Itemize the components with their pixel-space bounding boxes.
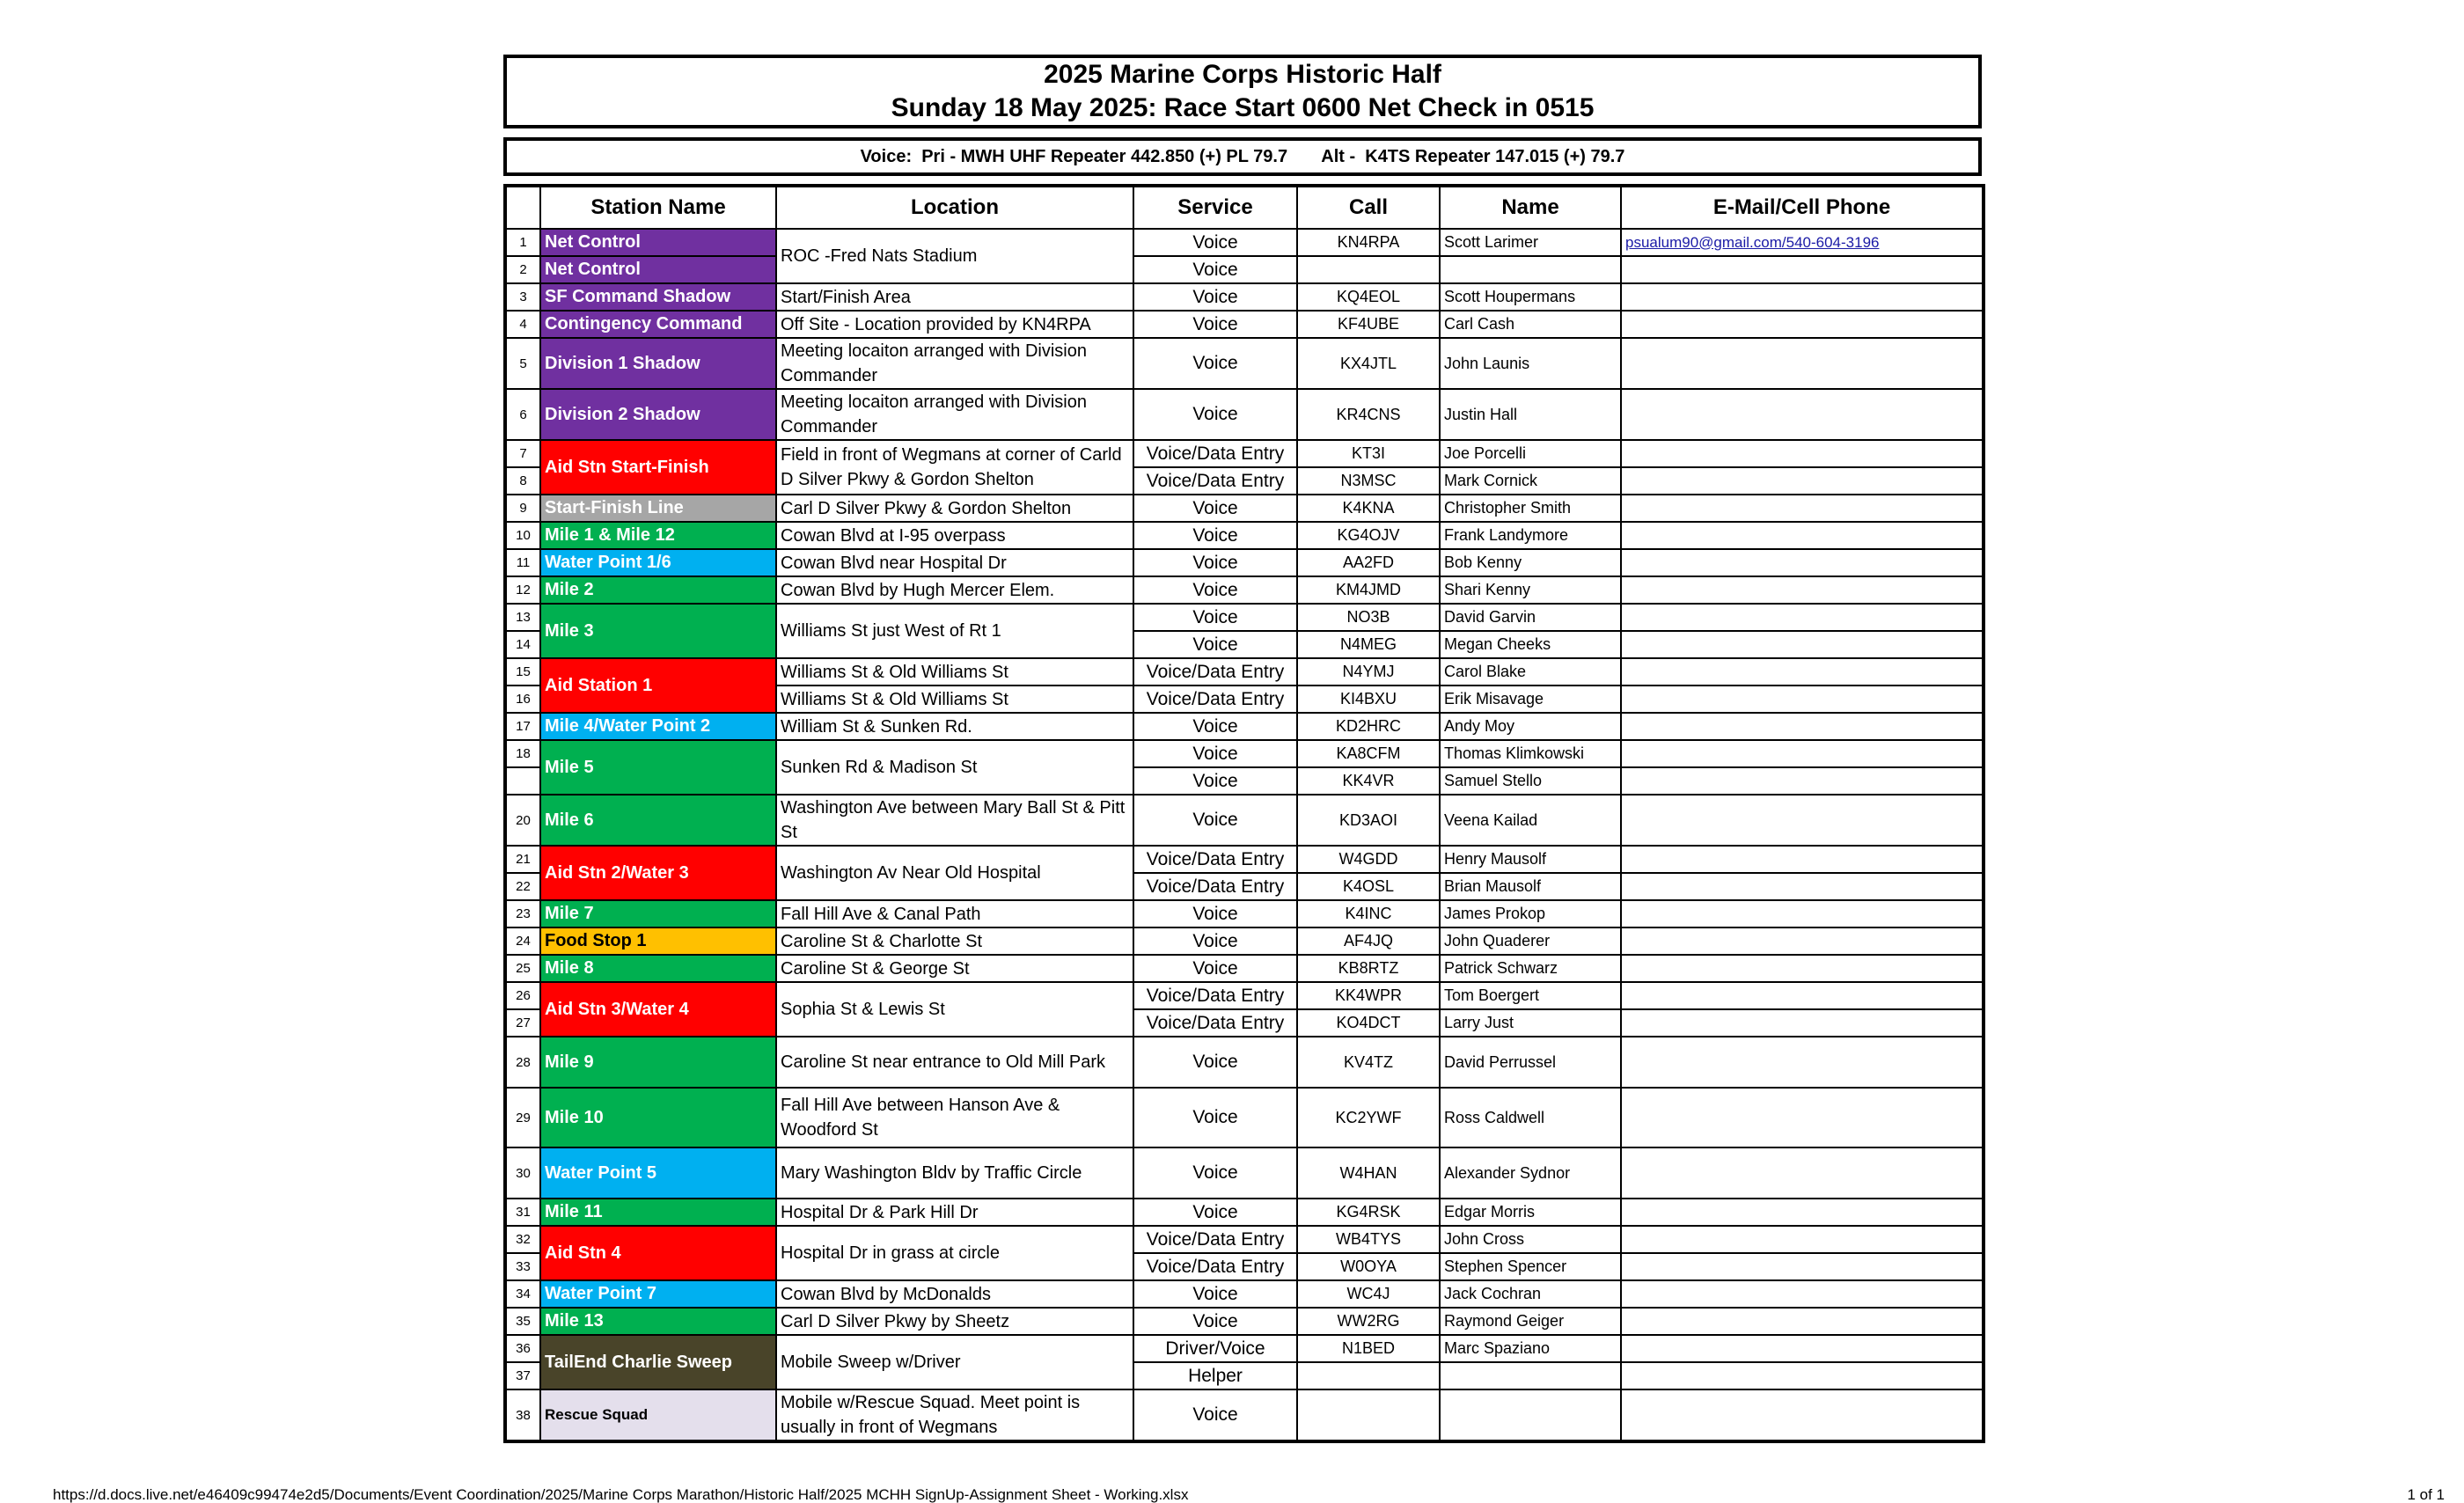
row-number: 26: [505, 982, 540, 1009]
operator-name-cell: Samuel Stello: [1440, 767, 1621, 795]
callsign-cell: KG4RSK: [1297, 1199, 1440, 1226]
station-name-cell: Aid Stn 4: [540, 1226, 776, 1280]
row-number: 3: [505, 283, 540, 311]
callsign-cell: KF4UBE: [1297, 311, 1440, 338]
table-row: [505, 256, 1984, 283]
service-cell: Voice: [1133, 740, 1297, 767]
station-name-cell: Aid Station 1: [540, 658, 776, 713]
operator-name-cell: Scott Larimer: [1440, 229, 1621, 256]
station-name-cell: Mile 10: [540, 1088, 776, 1147]
station-name-cell: Mile 6: [540, 795, 776, 846]
service-cell: Voice/Data Entry: [1133, 873, 1297, 900]
table-row: [505, 658, 1984, 686]
row-number: 34: [505, 1280, 540, 1308]
operator-name-cell: Brian Mausolf: [1440, 873, 1621, 900]
table-row: [505, 1199, 1984, 1226]
callsign-cell: K4OSL: [1297, 873, 1440, 900]
location-cell: Hospital Dr & Park Hill Dr: [776, 1199, 1133, 1226]
callsign-cell: KK4VR: [1297, 767, 1440, 795]
contact-cell: [1621, 1088, 1984, 1147]
callsign-cell: KI4BXU: [1297, 686, 1440, 713]
table-row: [505, 1308, 1984, 1335]
service-cell: Voice: [1133, 795, 1297, 846]
contact-cell: [1621, 1226, 1984, 1253]
contact-cell: [1621, 495, 1984, 522]
location-cell: Meeting locaiton arranged with Division Commander: [776, 338, 1133, 389]
row-number: 30: [505, 1147, 540, 1199]
service-cell: Driver/Voice: [1133, 1335, 1297, 1362]
station-name-cell: Mile 7: [540, 900, 776, 927]
operator-name-cell: David Garvin: [1440, 604, 1621, 631]
service-cell: Voice/Data Entry: [1133, 1226, 1297, 1253]
location-cell: Williams St & Old Williams St: [776, 658, 1133, 686]
operator-name-cell: Justin Hall: [1440, 389, 1621, 440]
contact-cell: [1621, 1389, 1984, 1441]
row-number: 1: [505, 229, 540, 256]
callsign-cell: [1297, 1389, 1440, 1441]
callsign-cell: W4HAN: [1297, 1147, 1440, 1199]
callsign-cell: KQ4EOL: [1297, 283, 1440, 311]
row-number: 14: [505, 631, 540, 658]
service-cell: Voice: [1133, 311, 1297, 338]
station-name-cell: Division 2 Shadow: [540, 389, 776, 440]
row-number: 18: [505, 740, 540, 767]
row-number: 6: [505, 389, 540, 440]
operator-name-cell: Larry Just: [1440, 1009, 1621, 1037]
table-row: [505, 495, 1984, 522]
contact-cell: [1621, 1362, 1984, 1389]
operator-name-cell: Thomas Klimkowski: [1440, 740, 1621, 767]
operator-name-cell: Megan Cheeks: [1440, 631, 1621, 658]
callsign-cell: KV4TZ: [1297, 1037, 1440, 1088]
table-row: [505, 1147, 1984, 1199]
location-cell: Mobile Sweep w/Driver: [776, 1335, 1133, 1389]
contact-cell: [1621, 658, 1984, 686]
row-number: 5: [505, 338, 540, 389]
station-name-cell: Contingency Command: [540, 311, 776, 338]
table-header-row: [505, 186, 1984, 229]
row-number: 25: [505, 955, 540, 982]
station-name-cell: Mile 4/Water Point 2: [540, 713, 776, 740]
operator-name-cell: James Prokop: [1440, 900, 1621, 927]
station-name-cell: Mile 2: [540, 576, 776, 604]
service-cell: Voice/Data Entry: [1133, 467, 1297, 495]
service-cell: Voice/Data Entry: [1133, 1253, 1297, 1280]
callsign-cell: N4YMJ: [1297, 658, 1440, 686]
service-cell: Voice: [1133, 1088, 1297, 1147]
callsign-cell: KR4CNS: [1297, 389, 1440, 440]
operator-name-cell: Ross Caldwell: [1440, 1088, 1621, 1147]
callsign-cell: KT3I: [1297, 440, 1440, 467]
email-link[interactable]: psualum90@gmail.com/540-604-3196: [1625, 233, 1880, 251]
callsign-cell: KX4JTL: [1297, 338, 1440, 389]
service-cell: Voice: [1133, 927, 1297, 955]
contact-cell: [1621, 1009, 1984, 1037]
contact-cell: [1621, 440, 1984, 467]
column-header-name: Name: [1440, 186, 1621, 229]
callsign-cell: KO4DCT: [1297, 1009, 1440, 1037]
table-row: [505, 1037, 1984, 1088]
callsign-cell: KA8CFM: [1297, 740, 1440, 767]
row-number: 23: [505, 900, 540, 927]
service-cell: Voice: [1133, 713, 1297, 740]
contact-cell: [1621, 1308, 1984, 1335]
row-number: 17: [505, 713, 540, 740]
contact-cell: [1621, 713, 1984, 740]
voice-frequencies: Voice: Pri - MWH UHF Repeater 442.850 (+) PL 79.7 Alt - K4TS Repeater 147.015 (+) 79.7: [503, 137, 1982, 176]
contact-cell: [1621, 846, 1984, 873]
document-title: 2025 Marine Corps Historic Half: [1044, 60, 1441, 89]
table-row: [505, 338, 1984, 389]
row-number: 20: [505, 795, 540, 846]
location-cell: Washington Ave between Mary Ball St & Pitt St: [776, 795, 1133, 846]
table-row: [505, 389, 1984, 440]
contact-cell: [1621, 229, 1984, 256]
row-number: 32: [505, 1226, 540, 1253]
location-cell: Caroline St & George St: [776, 955, 1133, 982]
contact-cell: [1621, 467, 1984, 495]
callsign-cell: [1297, 1362, 1440, 1389]
location-cell: ROC -Fred Nats Stadium: [776, 229, 1133, 283]
location-cell: Sophia St & Lewis St: [776, 982, 1133, 1037]
row-number: 9: [505, 495, 540, 522]
operator-name-cell: Raymond Geiger: [1440, 1308, 1621, 1335]
operator-name-cell: Veena Kailad: [1440, 795, 1621, 846]
operator-name-cell: Jack Cochran: [1440, 1280, 1621, 1308]
column-header-station: Station Name: [540, 186, 776, 229]
operator-name-cell: Scott Houpermans: [1440, 283, 1621, 311]
contact-cell: [1621, 767, 1984, 795]
contact-cell: [1621, 740, 1984, 767]
column-header-number: [505, 186, 540, 229]
callsign-cell: WC4J: [1297, 1280, 1440, 1308]
location-cell: Start/Finish Area: [776, 283, 1133, 311]
service-cell: Voice: [1133, 604, 1297, 631]
service-cell: Voice: [1133, 955, 1297, 982]
location-cell: Williams St & Old Williams St: [776, 686, 1133, 713]
table-row: [505, 1088, 1984, 1147]
callsign-cell: KC2YWF: [1297, 1088, 1440, 1147]
row-number: 15: [505, 658, 540, 686]
column-header-service: Service: [1133, 186, 1297, 229]
contact-cell: [1621, 1280, 1984, 1308]
callsign-cell: AF4JQ: [1297, 927, 1440, 955]
table-row: [505, 795, 1984, 846]
operator-name-cell: [1440, 1362, 1621, 1389]
row-number: 10: [505, 522, 540, 549]
table-row: [505, 576, 1984, 604]
row-number: 11: [505, 549, 540, 576]
contact-cell: [1621, 389, 1984, 440]
location-cell: Mobile w/Rescue Squad. Meet point is usually in front of Wegmans: [776, 1389, 1133, 1441]
table-row: [505, 1280, 1984, 1308]
service-cell: Voice: [1133, 1280, 1297, 1308]
column-header-call: Call: [1297, 186, 1440, 229]
station-name-cell: Aid Stn Start-Finish: [540, 440, 776, 495]
operator-name-cell: Andy Moy: [1440, 713, 1621, 740]
operator-name-cell: Alexander Sydnor: [1440, 1147, 1621, 1199]
contact-cell: [1621, 1335, 1984, 1362]
contact-cell: [1621, 927, 1984, 955]
row-number: 22: [505, 873, 540, 900]
service-cell: Voice: [1133, 631, 1297, 658]
station-name-cell: Net Control: [540, 229, 776, 256]
operator-name-cell: Shari Kenny: [1440, 576, 1621, 604]
table-row: [505, 955, 1984, 982]
station-name-cell: Mile 5: [540, 740, 776, 795]
table-row: [505, 1226, 1984, 1253]
table-row: [505, 900, 1984, 927]
operator-name-cell: John Quaderer: [1440, 927, 1621, 955]
contact-cell: [1621, 256, 1984, 283]
operator-name-cell: Edgar Morris: [1440, 1199, 1621, 1226]
contact-cell: [1621, 1253, 1984, 1280]
service-cell: Voice: [1133, 1037, 1297, 1088]
service-cell: Voice: [1133, 256, 1297, 283]
station-name-cell: Division 1 Shadow: [540, 338, 776, 389]
contact-cell: [1621, 631, 1984, 658]
operator-name-cell: Erik Misavage: [1440, 686, 1621, 713]
service-cell: Voice: [1133, 389, 1297, 440]
title-box: [503, 55, 1982, 128]
station-name-cell: Aid Stn 3/Water 4: [540, 982, 776, 1037]
station-name-cell: Water Point 1/6: [540, 549, 776, 576]
location-cell: Cowan Blvd at I-95 overpass: [776, 522, 1133, 549]
station-name-cell: Net Control: [540, 256, 776, 283]
operator-name-cell: Carl Cash: [1440, 311, 1621, 338]
service-cell: Voice/Data Entry: [1133, 982, 1297, 1009]
location-cell: Off Site - Location provided by KN4RPA: [776, 311, 1133, 338]
service-cell: Voice/Data Entry: [1133, 440, 1297, 467]
location-cell: Caroline St & Charlotte St: [776, 927, 1133, 955]
row-number: 12: [505, 576, 540, 604]
callsign-cell: KG4OJV: [1297, 522, 1440, 549]
location-cell: Carl D Silver Pkwy & Gordon Shelton: [776, 495, 1133, 522]
location-cell: William St & Sunken Rd.: [776, 713, 1133, 740]
operator-name-cell: Tom Boergert: [1440, 982, 1621, 1009]
callsign-cell: N1BED: [1297, 1335, 1440, 1362]
operator-name-cell: Patrick Schwarz: [1440, 955, 1621, 982]
callsign-cell: K4INC: [1297, 900, 1440, 927]
location-cell: Fall Hill Ave & Canal Path: [776, 900, 1133, 927]
contact-cell: [1621, 873, 1984, 900]
service-cell: Voice: [1133, 522, 1297, 549]
footer-page-number: 1 of 1: [2407, 1486, 2445, 1503]
station-name-cell: SF Command Shadow: [540, 283, 776, 311]
contact-cell: [1621, 338, 1984, 389]
contact-cell: [1621, 955, 1984, 982]
contact-cell: [1621, 604, 1984, 631]
location-cell: Williams St just West of Rt 1: [776, 604, 1133, 658]
row-number: 36: [505, 1335, 540, 1362]
operator-name-cell: Bob Kenny: [1440, 549, 1621, 576]
service-cell: Helper: [1133, 1362, 1297, 1389]
callsign-cell: N4MEG: [1297, 631, 1440, 658]
row-number: 33: [505, 1253, 540, 1280]
contact-cell: [1621, 795, 1984, 846]
contact-cell: [1621, 1199, 1984, 1226]
location-cell: Fall Hill Ave between Hanson Ave & Woodford St: [776, 1088, 1133, 1147]
callsign-cell: N3MSC: [1297, 467, 1440, 495]
service-cell: Voice: [1133, 495, 1297, 522]
service-cell: Voice: [1133, 1389, 1297, 1441]
callsign-cell: WB4TYS: [1297, 1226, 1440, 1253]
operator-name-cell: John Cross: [1440, 1226, 1621, 1253]
row-number: 24: [505, 927, 540, 955]
row-number: 2: [505, 256, 540, 283]
location-cell: Meeting locaiton arranged with Division Commander: [776, 389, 1133, 440]
row-number: 27: [505, 1009, 540, 1037]
location-cell: Carl D Silver Pkwy by Sheetz: [776, 1308, 1133, 1335]
service-cell: Voice: [1133, 549, 1297, 576]
station-name-cell: Mile 13: [540, 1308, 776, 1335]
callsign-cell: NO3B: [1297, 604, 1440, 631]
row-number: 16: [505, 686, 540, 713]
callsign-cell: [1297, 256, 1440, 283]
contact-cell: [1621, 1037, 1984, 1088]
service-cell: Voice: [1133, 1199, 1297, 1226]
table-row: [505, 311, 1984, 338]
row-number: 7: [505, 440, 540, 467]
location-cell: Field in front of Wegmans at corner of Carld D Silver Pkwy & Gordon Shelton: [776, 440, 1133, 495]
station-name-cell: Mile 3: [540, 604, 776, 658]
row-number: 37: [505, 1362, 540, 1389]
station-name-cell: Mile 8: [540, 955, 776, 982]
assignment-table: [503, 184, 1985, 1443]
row-number: 21: [505, 846, 540, 873]
table-body: [505, 229, 1984, 1441]
operator-name-cell: [1440, 256, 1621, 283]
table-row: [505, 1335, 1984, 1362]
service-cell: Voice/Data Entry: [1133, 846, 1297, 873]
callsign-cell: KN4RPA: [1297, 229, 1440, 256]
table-row: [505, 1389, 1984, 1441]
location-cell: Hospital Dr in grass at circle: [776, 1226, 1133, 1280]
column-header-contact: E-Mail/Cell Phone: [1621, 186, 1984, 229]
callsign-cell: KD3AOI: [1297, 795, 1440, 846]
table-row: [505, 440, 1984, 467]
station-name-cell: Mile 1 & Mile 12: [540, 522, 776, 549]
operator-name-cell: Henry Mausolf: [1440, 846, 1621, 873]
contact-cell: [1621, 982, 1984, 1009]
service-cell: Voice/Data Entry: [1133, 686, 1297, 713]
table-row: [505, 846, 1984, 873]
row-number: 8: [505, 467, 540, 495]
table-row: [505, 713, 1984, 740]
service-cell: Voice: [1133, 1308, 1297, 1335]
location-cell: Mary Washington Bldv by Traffic Circle: [776, 1147, 1133, 1199]
station-name-cell: Mile 11: [540, 1199, 776, 1226]
row-number: 28: [505, 1037, 540, 1088]
service-cell: Voice: [1133, 900, 1297, 927]
table-row: [505, 927, 1984, 955]
row-number: [505, 767, 540, 795]
callsign-cell: W4GDD: [1297, 846, 1440, 873]
contact-cell: [1621, 900, 1984, 927]
table-row: [505, 229, 1984, 256]
row-number: 13: [505, 604, 540, 631]
row-number: 35: [505, 1308, 540, 1335]
service-cell: Voice: [1133, 767, 1297, 795]
station-name-cell: Aid Stn 2/Water 3: [540, 846, 776, 900]
location-cell: Cowan Blvd near Hospital Dr: [776, 549, 1133, 576]
service-cell: Voice: [1133, 1147, 1297, 1199]
callsign-cell: KM4JMD: [1297, 576, 1440, 604]
table-row: [505, 549, 1984, 576]
operator-name-cell: David Perrussel: [1440, 1037, 1621, 1088]
location-cell: Washington Av Near Old Hospital: [776, 846, 1133, 900]
table-row: [505, 982, 1984, 1009]
operator-name-cell: Joe Porcelli: [1440, 440, 1621, 467]
contact-cell: [1621, 686, 1984, 713]
operator-name-cell: Marc Spaziano: [1440, 1335, 1621, 1362]
row-number: 29: [505, 1088, 540, 1147]
contact-cell: [1621, 1147, 1984, 1199]
service-cell: Voice: [1133, 576, 1297, 604]
contact-cell: [1621, 311, 1984, 338]
station-name-cell: Mile 9: [540, 1037, 776, 1088]
callsign-cell: AA2FD: [1297, 549, 1440, 576]
operator-name-cell: Christopher Smith: [1440, 495, 1621, 522]
operator-name-cell: Stephen Spencer: [1440, 1253, 1621, 1280]
location-cell: Cowan Blvd by Hugh Mercer Elem.: [776, 576, 1133, 604]
callsign-cell: KD2HRC: [1297, 713, 1440, 740]
table-row: [505, 604, 1984, 631]
location-cell: Caroline St near entrance to Old Mill Park: [776, 1037, 1133, 1088]
operator-name-cell: [1440, 1389, 1621, 1441]
station-name-cell: TailEnd Charlie Sweep: [540, 1335, 776, 1389]
contact-cell: [1621, 576, 1984, 604]
station-name-cell: Start-Finish Line: [540, 495, 776, 522]
document-subtitle: Sunday 18 May 2025: Race Start 0600 Net Check in 0515: [891, 93, 1595, 122]
service-cell: Voice: [1133, 338, 1297, 389]
contact-cell: [1621, 522, 1984, 549]
column-header-location: Location: [776, 186, 1133, 229]
callsign-cell: W0OYA: [1297, 1253, 1440, 1280]
service-cell: Voice: [1133, 229, 1297, 256]
location-cell: Sunken Rd & Madison St: [776, 740, 1133, 795]
contact-cell: [1621, 283, 1984, 311]
service-cell: Voice/Data Entry: [1133, 658, 1297, 686]
operator-name-cell: Frank Landymore: [1440, 522, 1621, 549]
callsign-cell: KK4WPR: [1297, 982, 1440, 1009]
station-name-cell: Water Point 7: [540, 1280, 776, 1308]
contact-cell: [1621, 549, 1984, 576]
service-cell: Voice/Data Entry: [1133, 1009, 1297, 1037]
location-cell: Cowan Blvd by McDonalds: [776, 1280, 1133, 1308]
row-number: 31: [505, 1199, 540, 1226]
table-row: [505, 522, 1984, 549]
station-name-cell: Rescue Squad: [540, 1389, 776, 1441]
station-name-cell: Water Point 5: [540, 1147, 776, 1199]
row-number: 38: [505, 1389, 540, 1441]
operator-name-cell: Mark Cornick: [1440, 467, 1621, 495]
table-row: [505, 740, 1984, 767]
callsign-cell: K4KNA: [1297, 495, 1440, 522]
footer-file-path: https://d.docs.live.net/e46409c99474e2d5/Documents/Event Coordination/2025/Marine Corps Marathon/Historic Half/2025 MCHH SignUp-Assignment Sheet - Working.xlsx: [53, 1486, 1189, 1503]
callsign-cell: WW2RG: [1297, 1308, 1440, 1335]
operator-name-cell: John Launis: [1440, 338, 1621, 389]
row-number: 4: [505, 311, 540, 338]
operator-name-cell: Carol Blake: [1440, 658, 1621, 686]
table-row: [505, 283, 1984, 311]
callsign-cell: KB8RTZ: [1297, 955, 1440, 982]
service-cell: Voice: [1133, 283, 1297, 311]
station-name-cell: Food Stop 1: [540, 927, 776, 955]
